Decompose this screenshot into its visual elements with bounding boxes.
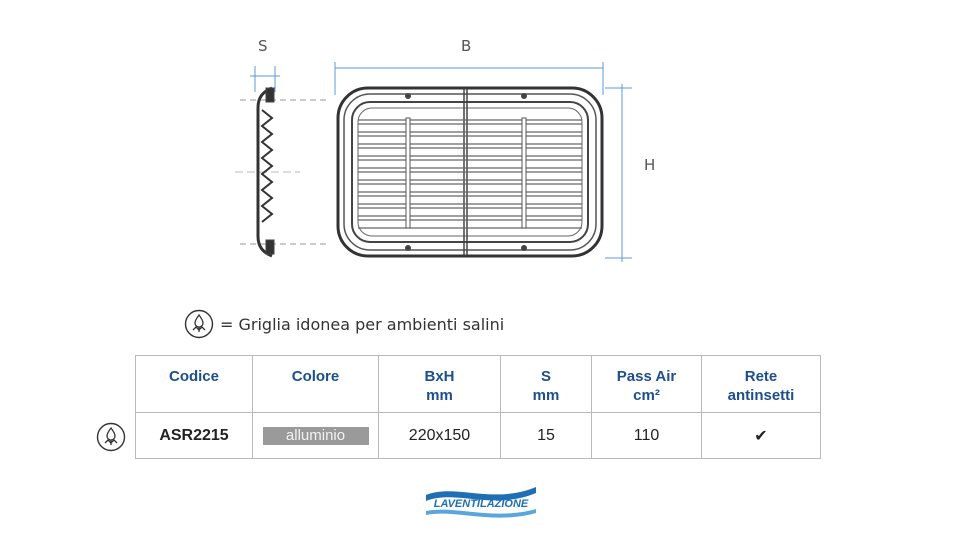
dimension-label-h: H xyxy=(644,156,656,174)
header-pass-air: Pass Air cm² xyxy=(592,356,702,413)
spec-table xyxy=(135,355,821,459)
salt-environment-icon xyxy=(96,422,126,452)
color-swatch: alluminio xyxy=(263,427,369,445)
cell-rete-check: ✔ xyxy=(702,413,821,459)
header-bxh: BxH mm xyxy=(379,356,501,413)
salt-environment-icon xyxy=(184,309,214,339)
header-rete-antinsetti: Rete antinsetti xyxy=(702,356,821,413)
laventilazione-logo xyxy=(424,481,538,521)
table-row xyxy=(136,413,821,459)
legend-text: = Griglia idonea per ambienti salini xyxy=(220,314,505,334)
legend xyxy=(184,309,504,339)
cell-codice: ASR2215 xyxy=(136,413,253,459)
cell-bxh: 220x150 xyxy=(379,413,501,459)
cell-pass-air: 110 xyxy=(592,413,702,459)
row-salt-icon-wrapper xyxy=(96,422,126,457)
table-header-row xyxy=(136,356,821,413)
header-s: S mm xyxy=(501,356,592,413)
cell-colore xyxy=(253,413,379,459)
front-view xyxy=(335,62,632,262)
dimension-label-b: B xyxy=(461,37,472,55)
header-colore: Colore xyxy=(253,356,379,413)
dimension-label-s: S xyxy=(258,37,268,55)
cell-s: 15 xyxy=(501,413,592,459)
header-codice: Codice xyxy=(136,356,253,413)
logo-text: LAVENTILAZIONE xyxy=(433,498,529,510)
side-profile-view xyxy=(235,66,330,256)
